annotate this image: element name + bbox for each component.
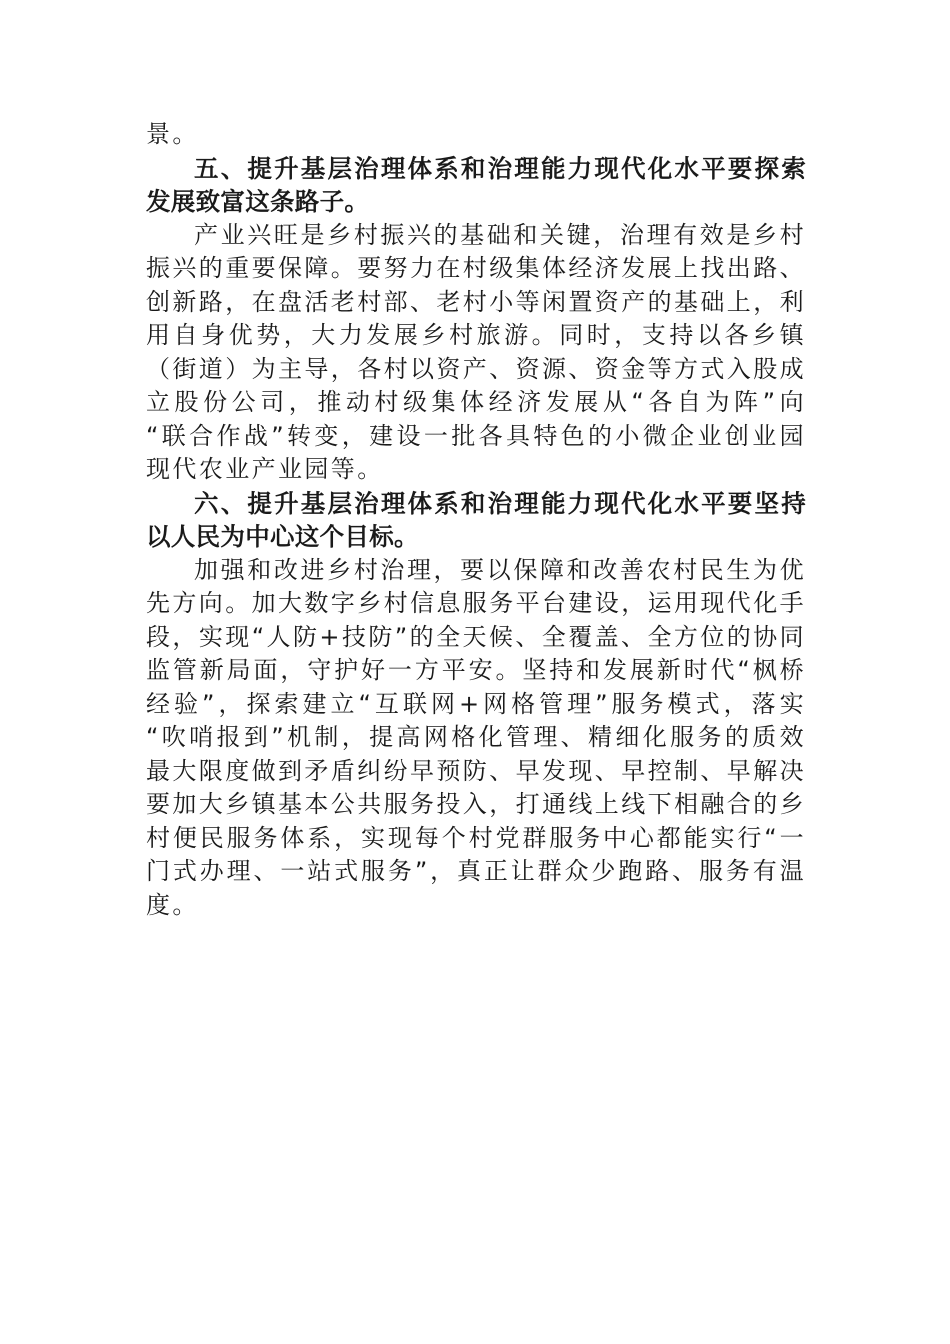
section6-paragraph-line: 村便民服务体系，实现每个村党群服务中心都能实行“一 — [146, 823, 806, 852]
section6-heading-line2: 以人民为中心这个目标。 — [146, 522, 419, 551]
section6-paragraph-line: 门式办理、一站式服务”，真正让群众少跑路、服务有温 — [146, 857, 806, 885]
section5-heading-line2: 发展致富这条路子。 — [146, 187, 370, 216]
section5-paragraph-line: 振兴的重要保障。要努力在村级集体经济发展上找出路、 — [146, 254, 806, 282]
section6-paragraph-line: 段，实现“人防+技防”的全天候、全覆盖、全方位的协同 — [146, 622, 806, 651]
section6-paragraph-line: 加强和改进乡村治理，要以保障和改善农村民生为优 — [194, 555, 806, 584]
section5-paragraph-line: 立股份公司，推动村级集体经济发展从“各自为阵”向 — [146, 388, 806, 416]
section6-paragraph-line: “吹哨报到”机制，提高网格化管理、精细化服务的质效 — [146, 723, 806, 751]
section5-heading-line1: 五、提升基层治理体系和治理能力现代化水平要探索 — [194, 153, 806, 183]
section5-paragraph-line: （街道）为主导，各村以资产、资源、资金等方式入股成 — [146, 354, 806, 383]
section6-paragraph-line: 监管新局面，守护好一方平安。坚持和发展新时代“枫桥 — [146, 656, 806, 684]
section5-paragraph-line: 现代农业产业园等。 — [146, 455, 384, 483]
section6-paragraph-line: 度。 — [146, 890, 199, 919]
section6-paragraph-line: 先方向。加大数字乡村信息服务平台建设，运用现代化手 — [146, 589, 806, 617]
section5-paragraph-line: “联合作战”转变，建设一批各具特色的小微企业创业园 — [146, 421, 806, 450]
section5-paragraph-line: 用自身优势，大力发展乡村旅游。同时，支持以各乡镇 — [146, 321, 806, 349]
document-body — [146, 118, 806, 922]
section5-paragraph-line: 产业兴旺是乡村振兴的基础和关键，治理有效是乡村 — [194, 220, 806, 249]
opening-fragment: 景。 — [146, 120, 199, 148]
section6-paragraph-line: 要加大乡镇基本公共服务投入，打通线上线下相融合的乡 — [146, 790, 806, 818]
section6-paragraph-line: 最大限度做到矛盾纠纷早预防、早发现、早控制、早解决 — [146, 756, 806, 785]
section5-paragraph-line: 创新路，在盘活老村部、老村小等闲置资产的基础上，利 — [146, 287, 806, 316]
section6-heading-line1: 六、提升基层治理体系和治理能力现代化水平要坚持 — [194, 488, 806, 518]
section6-paragraph-line: 经验”，探索建立“互联网+网格管理”服务模式，落实 — [146, 689, 806, 718]
